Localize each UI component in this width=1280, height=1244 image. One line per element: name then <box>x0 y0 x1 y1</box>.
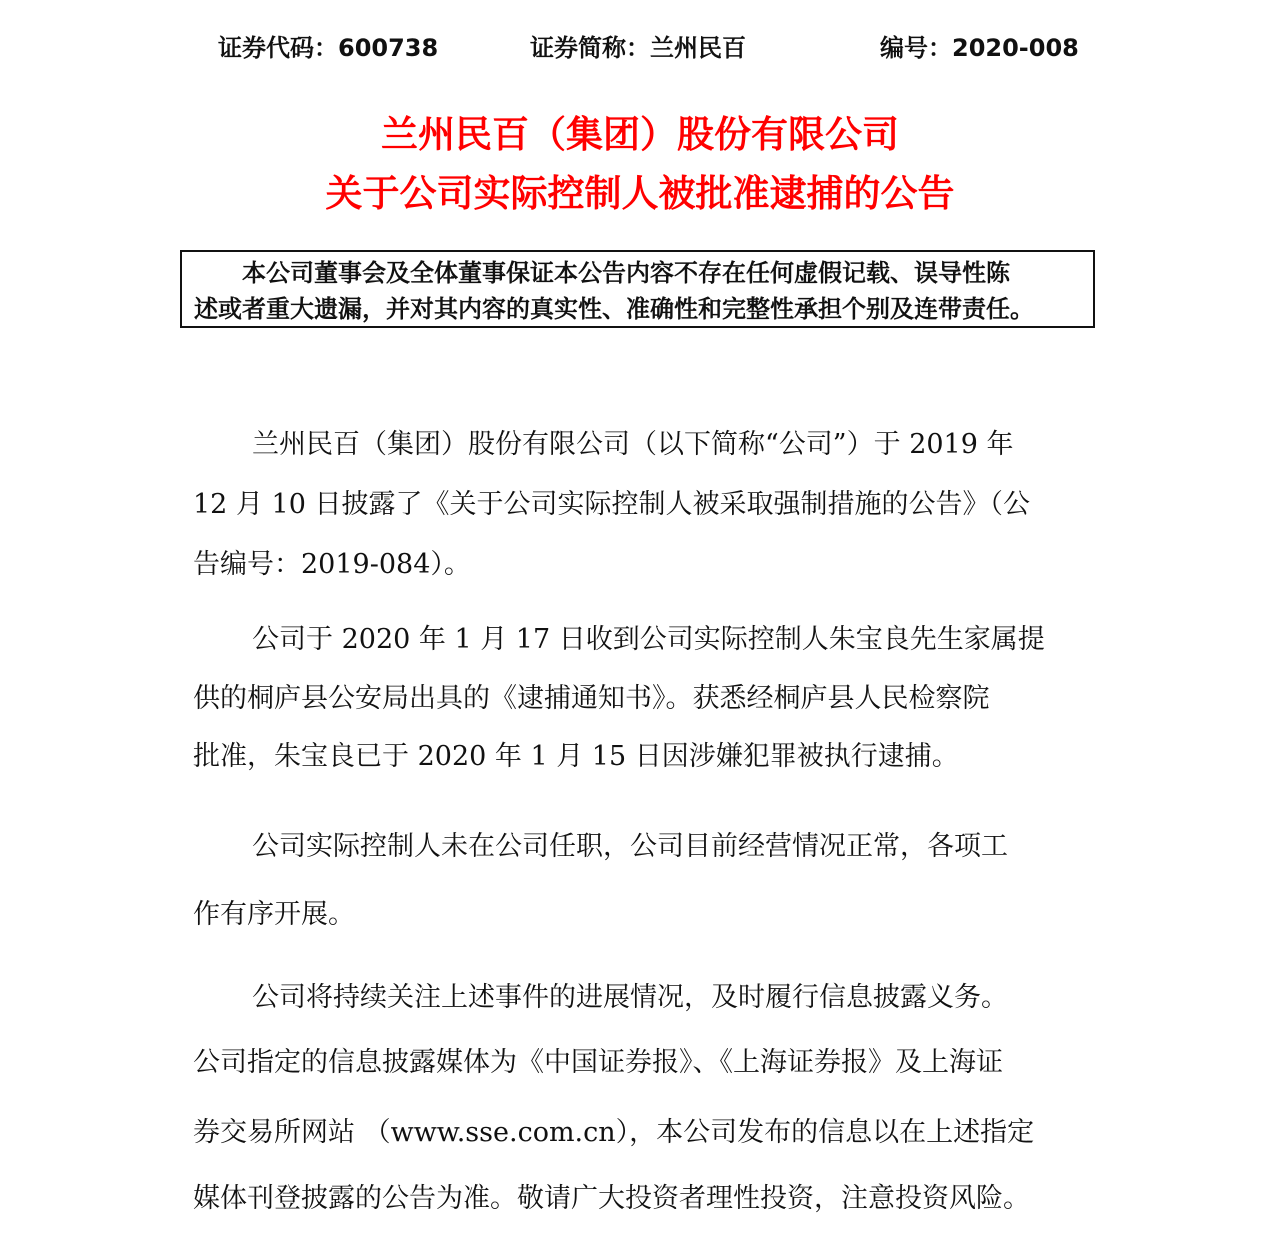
paragraph-line: 券交易所网站 （www.sse.com.cn），本公司发布的信息以在上述指定 <box>193 1117 1035 1148</box>
title-company: 兰州民百（集团）股份有限公司 <box>381 112 899 156</box>
announcement-number: 编号：2020-008 <box>880 34 1079 62</box>
disclaimer-line: 述或者重大遗漏，并对其内容的真实性、准确性和完整性承担个别及连带责任。 <box>194 295 1034 323</box>
paragraph-line: 公司将持续关注上述事件的进展情况，及时履行信息披露义务。 <box>252 982 1008 1013</box>
security-code: 证券代码：600738 <box>218 34 439 62</box>
paragraph-line: 作有序开展。 <box>193 899 355 930</box>
paragraph-line: 12 月 10 日披露了《关于公司实际控制人被采取强制措施的公告》（公 <box>193 489 1030 520</box>
title-subject: 关于公司实际控制人被批准逮捕的公告 <box>325 171 955 215</box>
paragraph-line: 公司于 2020 年 1 月 17 日收到公司实际控制人朱宝良先生家属提 <box>252 624 1045 655</box>
paragraph-line: 公司实际控制人未在公司任职，公司目前经营情况正常，各项工 <box>252 831 1008 862</box>
paragraph-line: 供的桐庐县公安局出具的《逮捕通知书》。获悉经桐庐县人民检察院 <box>193 683 990 714</box>
paragraph-line: 告编号：2019-084）。 <box>193 549 471 580</box>
security-short-name: 证券简称：兰州民百 <box>530 34 746 62</box>
paragraph-line: 兰州民百（集团）股份有限公司（以下简称“公司”）于 2019 年 <box>252 429 1014 460</box>
paragraph-line: 公司指定的信息披露媒体为《中国证券报》、《上海证券报》及上海证 <box>193 1047 1003 1078</box>
paragraph-line: 媒体刊登披露的公告为准。敬请广大投资者理性投资，注意投资风险。 <box>193 1183 1030 1214</box>
board-disclaimer-box <box>180 250 1095 328</box>
document-header <box>0 28 1280 68</box>
paragraph-line: 批准，朱宝良已于 2020 年 1 月 15 日因涉嫌犯罪被执行逮捕。 <box>193 741 959 772</box>
disclaimer-line: 本公司董事会及全体董事保证本公告内容不存在任何虚假记载、误导性陈 <box>242 259 1010 287</box>
